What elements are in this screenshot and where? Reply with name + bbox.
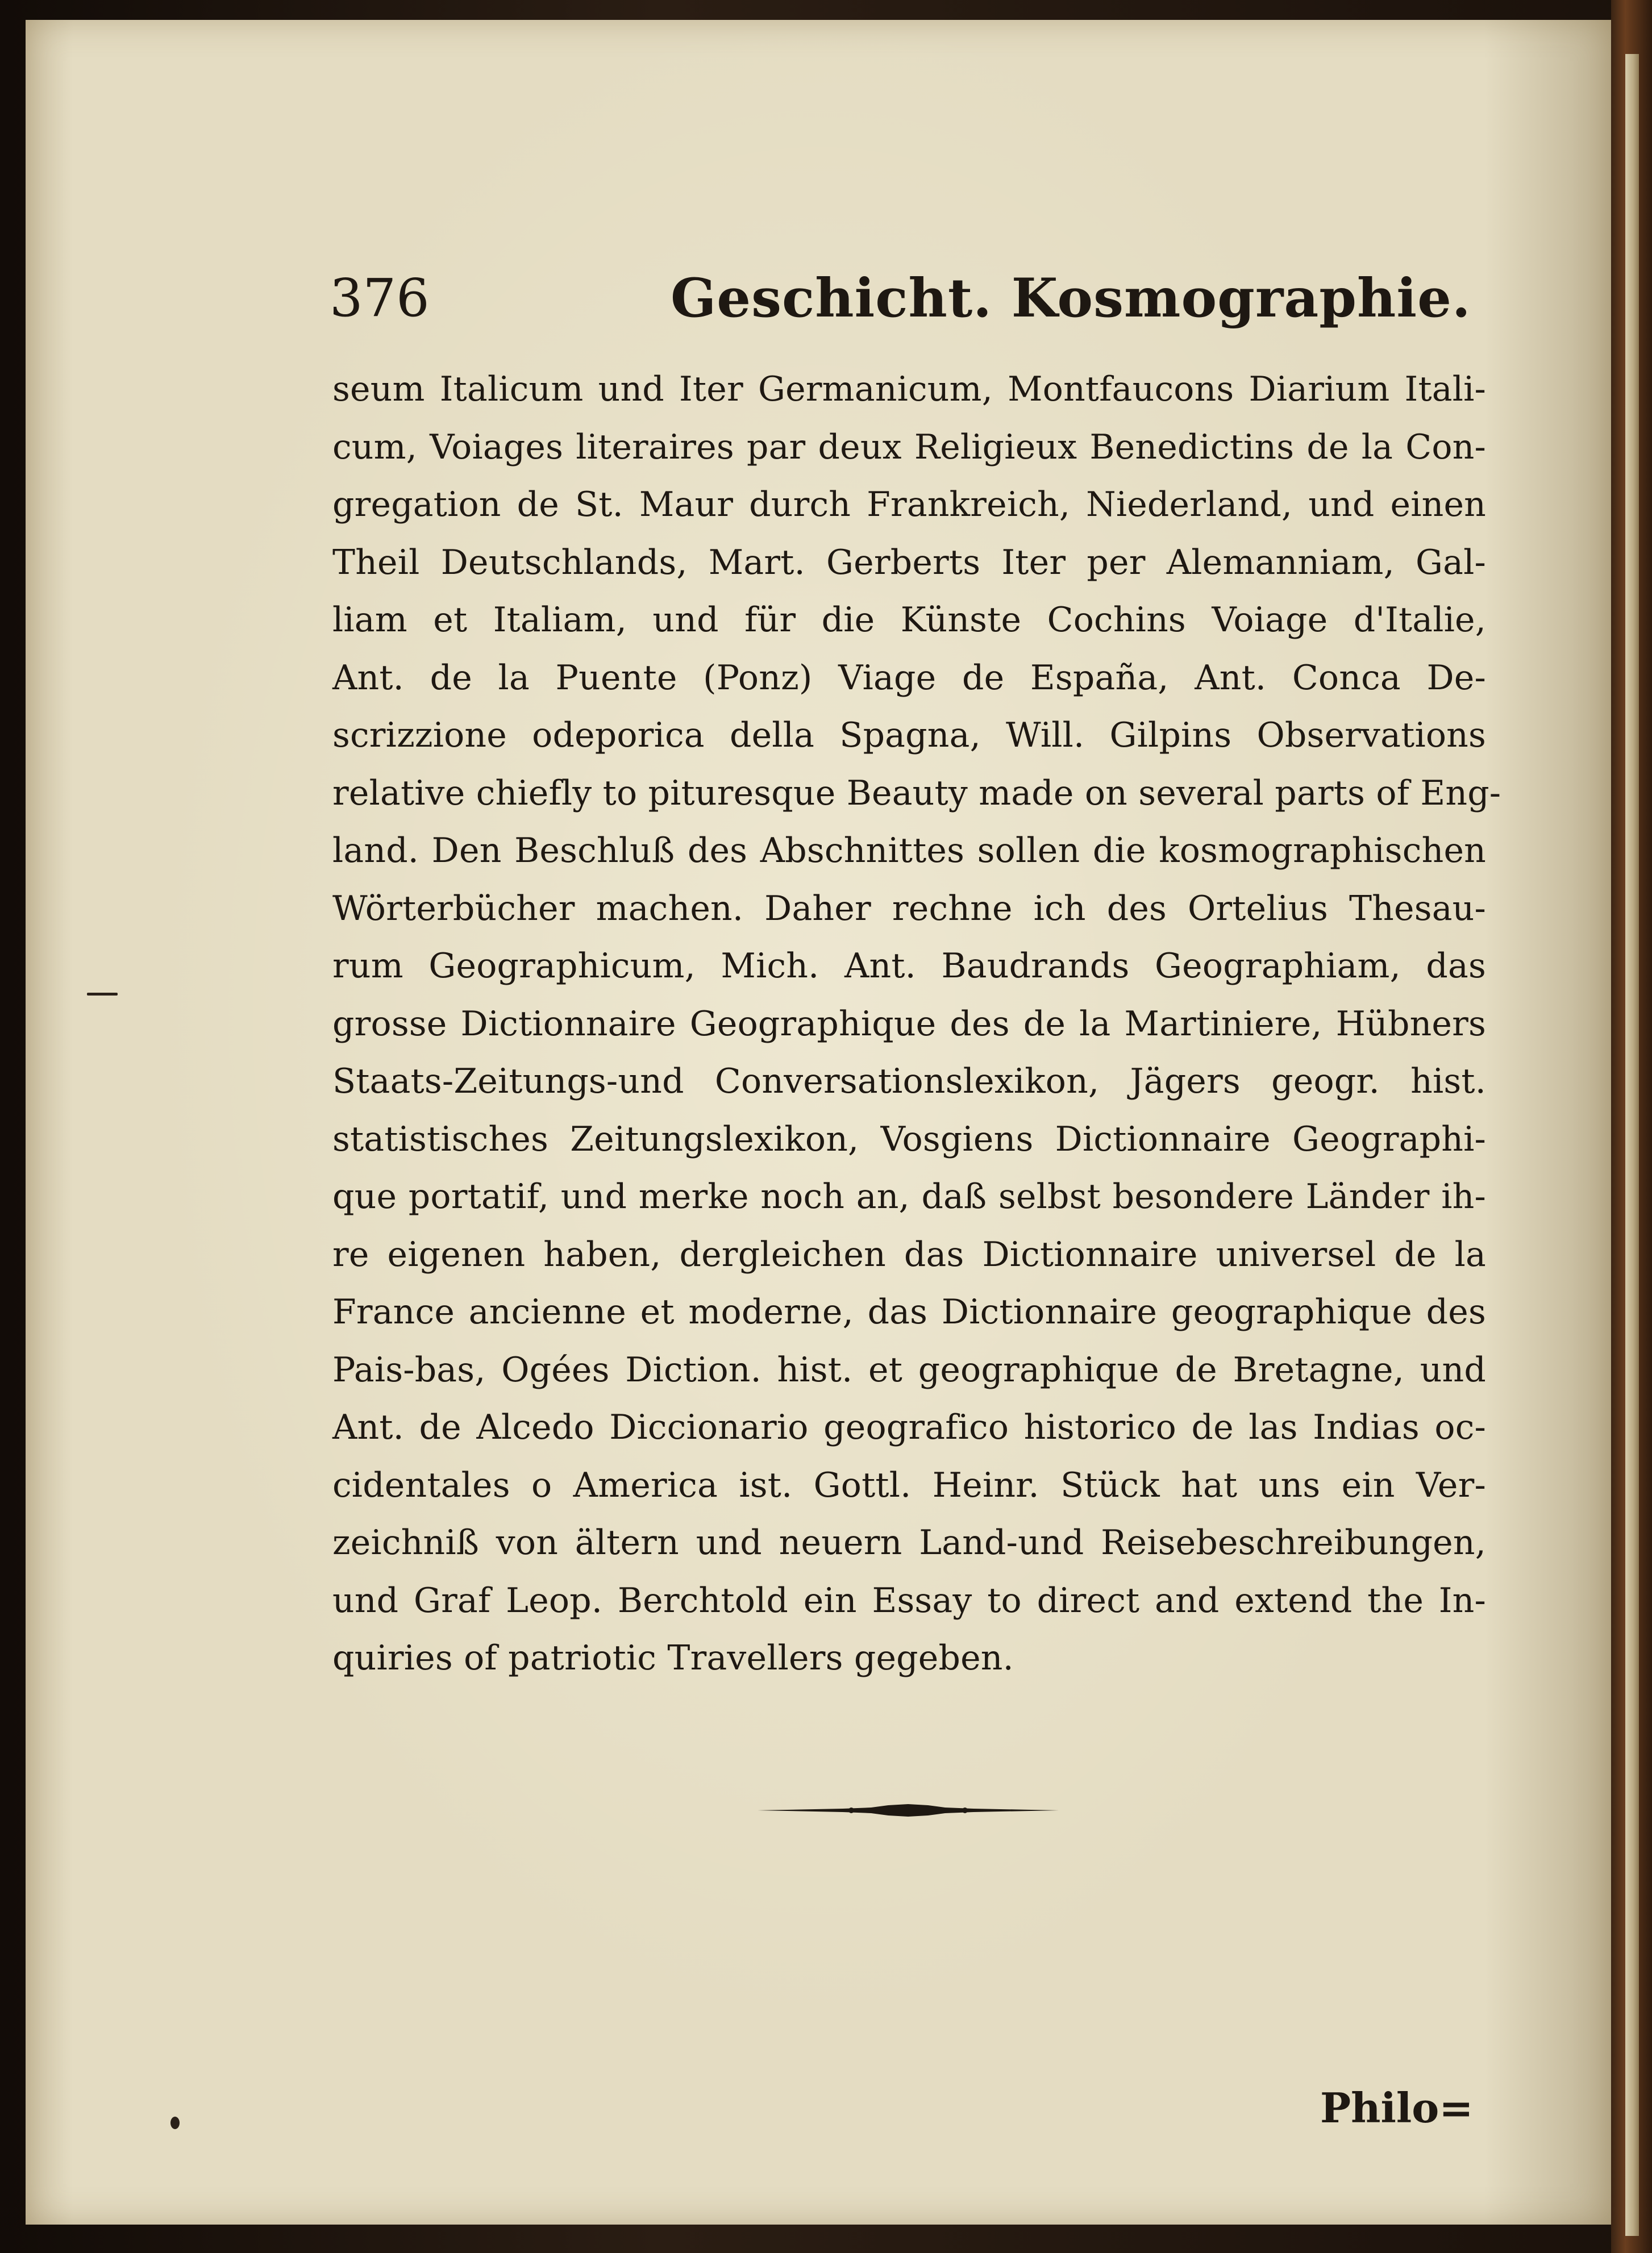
page-number: 376 — [330, 268, 430, 328]
text-line: rum Geographicum, Mich. Ant. Baudrands Geographiam, das — [332, 946, 1486, 986]
text-line: quiries of patriotic Travellers gegeben. — [332, 1638, 1014, 1678]
text-line: land. Den Beschluß des Abschnittes sollen die kosmographischen — [332, 831, 1486, 871]
text-line: relative chiefly to pituresque Beauty made on several parts of Eng- — [332, 773, 1501, 813]
text-line: que portatif, und merke noch an, daß selbst besondere Länder ih- — [332, 1177, 1486, 1217]
ink-fleck — [170, 2117, 180, 2129]
text-line: cum, Voiages literaires par deux Religieux Benedictins de la Con- — [332, 427, 1486, 467]
text-line: Ant. de Alcedo Diccionario geografico historico de las Indias oc- — [332, 1407, 1486, 1447]
text-line: grosse Dictionnaire Geographique des de la Martiniere, Hübners — [332, 1003, 1486, 1044]
text-line: statistisches Zeitungslexikon, Vosgiens Dictionnaire Geographi- — [332, 1119, 1486, 1159]
text-line: France ancienne et moderne, das Dictionnaire geographique des — [332, 1292, 1486, 1332]
text-line: und Graf Leop. Berchtold ein Essay to direct and extend the In- — [332, 1580, 1486, 1621]
text-line: gregation de St. Maur durch Frankreich, Niederland, und einen — [332, 485, 1486, 524]
text-line: Pais-bas, Ogées Diction. hist. et geographique de Bretagne, und — [332, 1350, 1486, 1390]
running-head: Geschicht. Kosmographie. — [671, 267, 1471, 330]
text-line: liam et Italiam, und für die Künste Cochins Voiage d'Italie, — [332, 600, 1486, 640]
body-text — [332, 361, 1501, 1688]
adjacent-page-edge — [1625, 54, 1639, 2236]
text-line: seum Italicum und Iter Germanicum, Montfaucons Diarium Itali- — [332, 369, 1486, 409]
text-line: scrizzione odeporica della Spagna, Will. Gilpins Observations — [332, 715, 1486, 755]
text-line: re eigenen haben, dergleichen das Dictionnaire universel de la — [332, 1234, 1486, 1275]
book-page — [26, 20, 1611, 2225]
catchword: Philo= — [1320, 2084, 1474, 2132]
ink-fleck — [87, 993, 118, 996]
text-line: Wörterbücher machen. Daher rechne ich des Ortelius Thesau- — [332, 888, 1486, 928]
text-line: Ant. de la Puente (Ponz) Viage de España, Ant. Conca De- — [332, 657, 1486, 698]
text-line: Theil Deutschlands, Mart. Gerberts Iter per Alemanniam, Gal- — [332, 542, 1486, 582]
text-line: cidentales o America ist. Gottl. Heinr. Stück hat uns ein Ver- — [332, 1465, 1486, 1505]
page-header — [330, 256, 1497, 335]
text-line: zeichniß von ältern und neuern Land-und Reisebeschreibungen, — [332, 1523, 1486, 1563]
section-end-ornament — [758, 1803, 1059, 1818]
text-line: Staats-Zeitungs-und Conversationslexikon, Jägers geogr. hist. — [332, 1061, 1486, 1101]
